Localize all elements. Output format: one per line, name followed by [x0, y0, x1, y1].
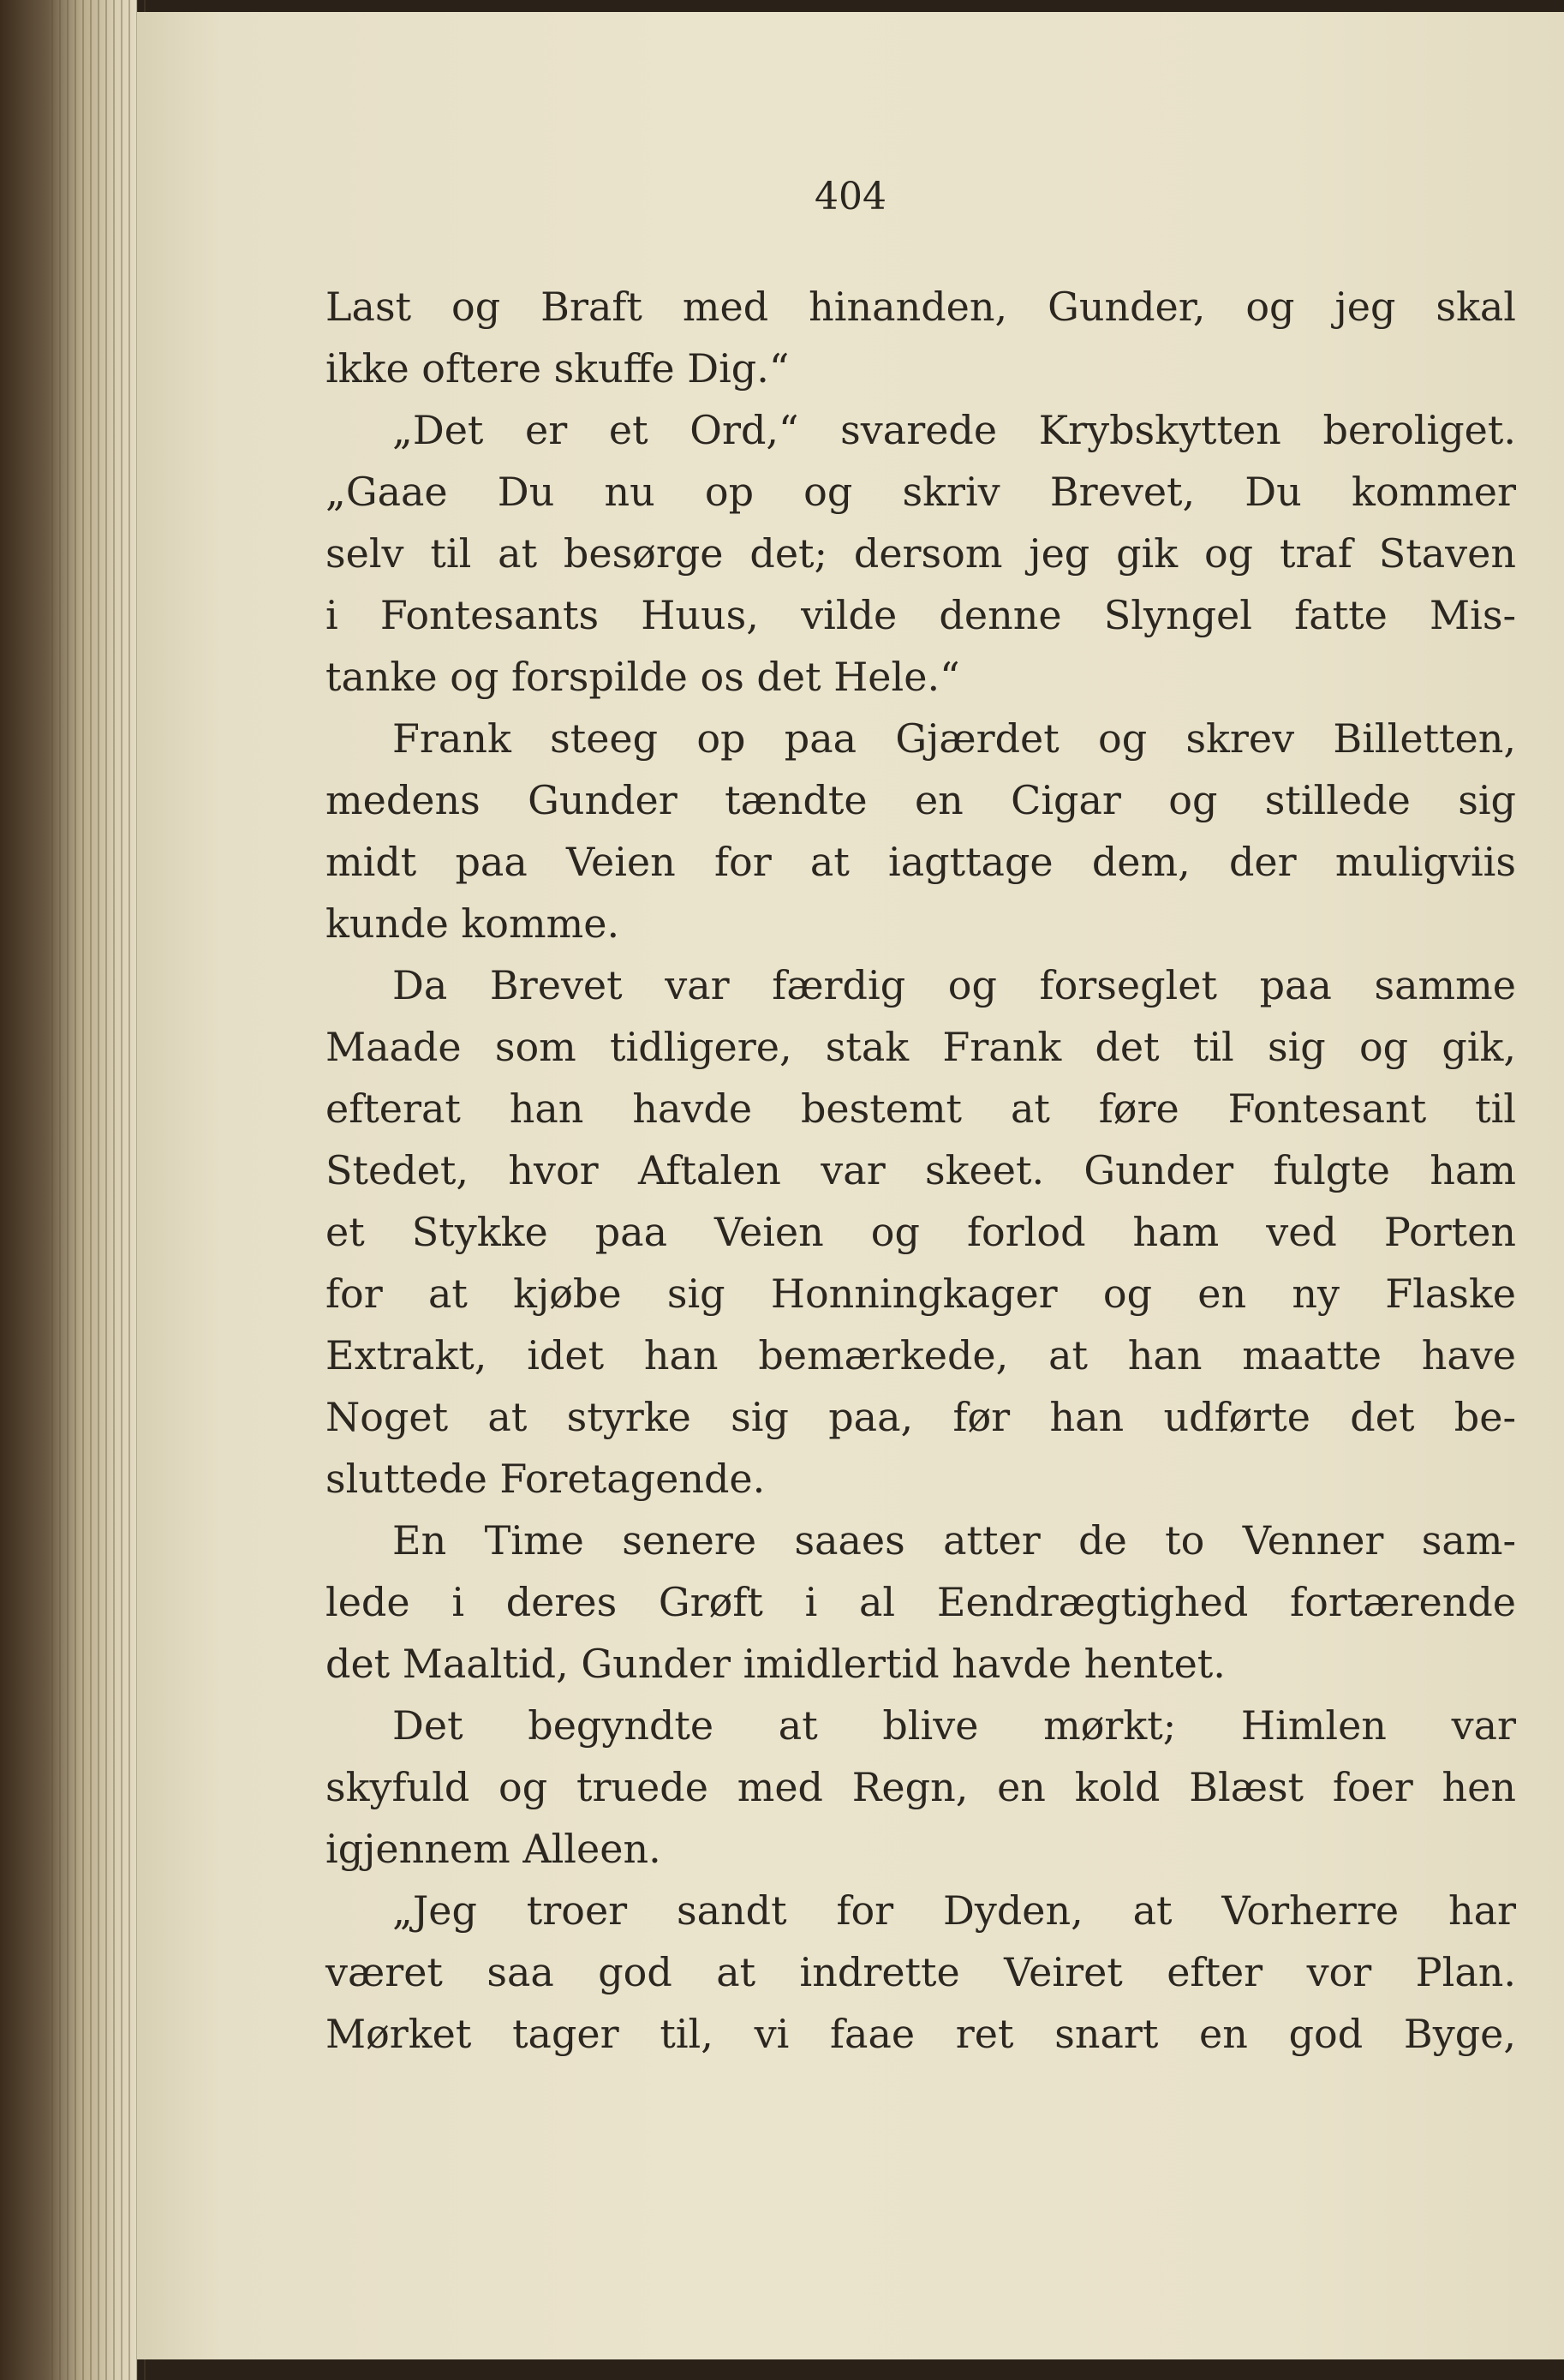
page-stack-edges	[51, 0, 146, 2380]
text-line: igjennem Alleen.	[325, 1826, 661, 1872]
text-line: lede i deres Grøft i al Eendrægtighed fortærende	[325, 1579, 1516, 1625]
text-line: „Det er et Ord,“ svarede Krybskytten beroliget.	[392, 407, 1516, 453]
text-line: Stedet, hvor Aftalen var skeet. Gunder fulgte ham	[325, 1147, 1516, 1193]
text-line: Da Brevet var færdig og forseglet paa samme	[392, 962, 1516, 1008]
text-line: Maade som tidligere, stak Frank det til sig og gik,	[325, 1024, 1516, 1070]
text-line: ikke oftere skuffe Dig.“	[325, 345, 790, 392]
text-line: „Jeg troer sandt for Dyden, at Vorherre har	[392, 1887, 1516, 1934]
text-line: „Gaae Du nu op og skriv Brevet, Du kommer	[325, 469, 1516, 515]
text-line: skyfuld og truede med Regn, en kold Blæst foer hen	[325, 1764, 1516, 1810]
text-line: efterat han havde bestemt at føre Fontesant til	[325, 1085, 1516, 1132]
text-line: selv til at besørge det; dersom jeg gik og traf Staven	[325, 530, 1516, 577]
page-paper	[137, 12, 1564, 2359]
text-line: sluttede Foretagende.	[325, 1456, 766, 1502]
text-line: Mørket tager til, vi faae ret snart en god Byge,	[325, 2011, 1516, 2057]
text-line: midt paa Veien for at iagttage dem, der muligviis	[325, 839, 1516, 885]
text-line: Noget at styrke sig paa, før han udførte det be-	[325, 1394, 1516, 1440]
text-line: Extrakt, idet han bemærkede, at han maatte have	[325, 1332, 1516, 1378]
text-line: i Fontesants Huus, vilde denne Slyngel fatte Mis-	[325, 592, 1516, 638]
text-line: et Stykke paa Veien og forlod ham ved Porten	[325, 1209, 1516, 1255]
text-line: Det begyndte at blive mørkt; Himlen var	[392, 1702, 1516, 1749]
text-line: tanke og forspilde os det Hele.“	[325, 654, 960, 700]
text-line: medens Gunder tændte en Cigar og stillede sig	[325, 777, 1516, 823]
text-line: En Time senere saaes atter de to Venner sam-	[392, 1517, 1516, 1564]
body-text	[325, 276, 1516, 2065]
text-line: været saa god at indrette Veiret efter vor Plan.	[325, 1949, 1516, 1995]
text-line: Frank steeg op paa Gjærdet og skrev Billetten,	[392, 715, 1516, 762]
text-line: det Maaltid, Gunder imidlertid havde hentet.	[325, 1641, 1226, 1687]
text-line: for at kjøbe sig Honningkager og en ny Flaske	[325, 1271, 1516, 1317]
text-line: Last og Braft med hinanden, Gunder, og jeg skal	[325, 284, 1516, 330]
page-number: 404	[815, 175, 886, 218]
text-line: kunde komme.	[325, 900, 620, 947]
